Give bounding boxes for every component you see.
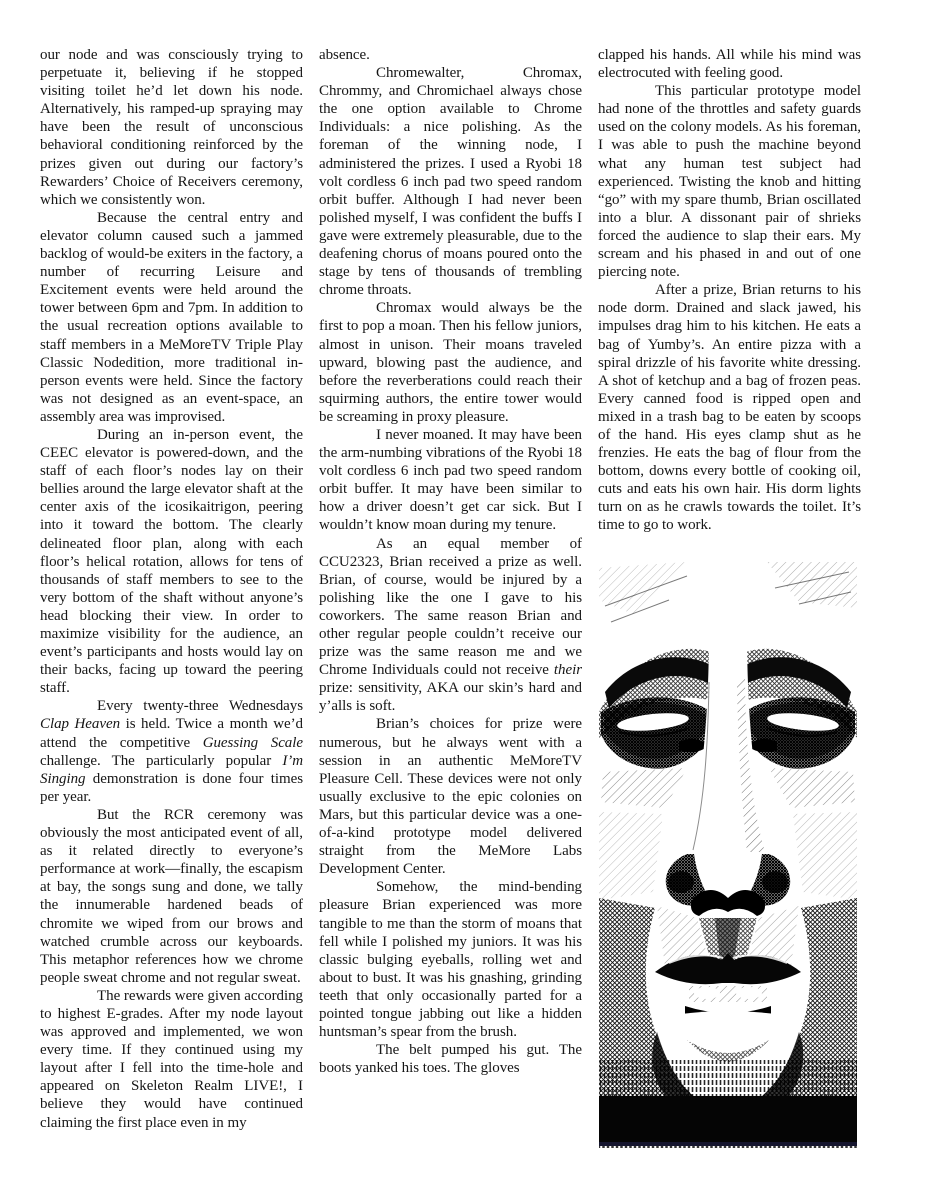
text-segment: Because the central entry and elevator column caused such a jammed backlog of would-be exiters in the factory, a number of recurring Leisure and Excitement events were held around the tower between 6pm and 7pm. In addition to the usual recreation options available to staff members in a MeMoreTV Triple Play Classic Nodedition, more traditional in-person events were held. Since the factory was not designed as an event-space, an assembly area was improvised. xyxy=(40,209,303,425)
text-column-2 xyxy=(319,46,582,1176)
paragraph xyxy=(319,64,582,299)
text-segment: Brian’s choices for prize were numerous, but he always went with a session in an authentic MeMoreTV Pleasure Cell. These devices were not only usually exclusive to the epic colonies on Mars, but this particular device was a one-of-a-kind prototype model delivered straight from the MeMore Labs Development Center. xyxy=(319,716,582,878)
text-segment: challenge. The particularly popular xyxy=(40,752,283,769)
text-segment: The belt pumped his gut. The boots yanked his toes. The gloves xyxy=(319,1042,582,1077)
paragraph xyxy=(319,299,582,426)
paragraph xyxy=(40,987,303,1132)
paragraph xyxy=(319,1041,582,1077)
paragraph xyxy=(40,426,303,697)
text-segment: clapped his hands. All while his mind was electrocuted with feeling good. xyxy=(598,47,861,82)
paragraph xyxy=(319,426,582,535)
italic-emphasis: their xyxy=(553,662,582,679)
italic-title: Clap Heaven xyxy=(40,716,121,733)
italic-title: I’m Singing xyxy=(40,752,303,787)
text-column-1 xyxy=(40,46,303,1176)
paragraph xyxy=(598,46,861,82)
text-segment: Chromewalter, Chromax, Chrommy, and Chromichael always chose the one option available to Chrome Individuals: a nice polishing. As the foreman of the winning node, I administered the prizes. I used a Ryobi 18 volt cordless 6 inch pad two speed random orbit buffer. Although I had never been polished myself, I was confident the buffs I gave were extremely pleasurable, due to the deafening chorus of moans poured onto the stage by tens of thousands of trembling chrome throats. xyxy=(319,65,582,299)
text-segment: During an in-person event, the CEEC elevator is powered-down, and the staff of each floor’s nodes lay on their bellies around the large elevator shaft at the center axis of the icosikaitrigon, peering into it toward the bottom. The clearly delineated floor plan, along with each floor’s helical rotation, allows for tens of thousands of staff members to see to the very bottom of the shaft without anyone’s head blocking their view. In order to maximize visibility for the audience, an event’s participants and hosts would lay on their backs, facing up toward the peering staff. xyxy=(40,426,303,697)
paragraph xyxy=(40,46,303,209)
text-segment: is held. Twice a month we’d attend the competitive xyxy=(40,716,303,751)
text-segment: But the RCR ceremony was obviously the most anticipated event of all, as it related directly to everyone’s performance at work—finally, the escapism at bay, the songs sung and done, we tally the innumerable hardened beads of chromite we wiped from our brows and watched crumble across our keyboards. This metaphor references how we chrome people sweat chrome and not regular sweat. xyxy=(40,806,303,986)
face-engraving-svg xyxy=(599,562,857,1148)
text-segment: After a prize, Brian returns to his node dorm. Drained and slack jawed, his impulses drag him to his kitchen. He eats a bag of Yumby’s. An entire pizza with a spiral drizzle of his favorite white dressing. A shot of ketchup and a bag of frozen peas. Every canned food is ripped open and mixed in a trash bag to be eaten by scoops of the hand. His eyes clamp shut as he frenzies. He eats the bag of flour from the bottom, downs every bottle of cooking oil, cuts and eats his own hair. His dorm lights turn on as he crawls towards the toilet. It’s time to go to work. xyxy=(598,282,861,534)
text-segment: our node and was consciously trying to perpetuate it, believing if he stopped visiting toilet he’d let down his node. Alternatively, his ramped-up spraying may have been the result of unconscious behavioral conditioning reinforced by the prizes given out during our factory’s Rewarders’ Choice of Receivers ceremony, which we consistently won. xyxy=(40,47,303,208)
text-segment: Chromax would always be the first to pop a moan. Then his fellow juniors, almost in unison. Their moans traveled upward, blowing past the audience, and before the reverberations could reach their squirming authors, the entire tower would be screaming in proxy pleasure. xyxy=(319,300,582,425)
text-segment: demonstration is done four times per year. xyxy=(40,770,303,805)
text-segment: The rewards were given according to highest E-grades. After my node layout was approved and implemented, we won every time. If they continued using my layout after I fell into the time-hole and appeared on Skeleton Realm LIVE!, I believe they would have continued claiming the first place even in my xyxy=(40,987,303,1131)
paragraph xyxy=(40,806,303,987)
text-segment: Every twenty-three Wednesdays xyxy=(97,698,303,715)
paragraph xyxy=(40,209,303,426)
paragraph xyxy=(319,535,582,716)
paragraph xyxy=(40,697,303,806)
text-column-3 xyxy=(598,46,861,556)
text-segment: prize: sensitivity, AKA our skin’s hard and y’alls is soft. xyxy=(319,680,582,715)
text-segment: absence. xyxy=(319,47,370,63)
text-segment: This particular prototype model had none of the throttles and safety guards used on the colony models. As his foreman, I was able to push the machine beyond what any human test subject had experienced. Twisting the knob and hitting “go” with my spare thumb, Brian oscillated into a blur. A dissonant pair of shrieks forced the audience to slap their ears. My scream and his phased in and out of one piercing note. xyxy=(598,83,861,281)
text-segment: As an equal member of CCU2323, Brian received a prize as well. Brian, of course, would be injured by a polishing like the one I gave to his coworkers. The same reason Brian and other regular people couldn’t receive our prize was the same reason me and we Chrome Individuals could not receive xyxy=(319,535,582,679)
paragraph xyxy=(319,878,582,1041)
face-engraving-figure xyxy=(599,562,857,1148)
italic-title: Guessing Scale xyxy=(202,734,303,751)
paragraph xyxy=(319,715,582,878)
paragraph xyxy=(598,82,861,281)
paragraph xyxy=(598,281,861,534)
text-segment: Somehow, the mind-bending pleasure Brian experienced was more tangible to me than the storm of moans that fell while I polished my juniors. It was his classic bulging eyeballs, rolling wet and about to bust. It was his gnashing, grinding teeth that only occasionally parted for a pointed tongue jabbing out like a hidden huntsman’s spear from the brush. xyxy=(319,879,582,1041)
paragraph xyxy=(319,46,582,64)
text-segment: I never moaned. It may have been the arm-numbing vibrations of the Ryobi 18 volt cordless 6 inch pad two speed random orbit buffer. It may have been similar to how a driver doesn’t get car sick. But I wouldn’t know moan during my tenure. xyxy=(319,426,582,534)
